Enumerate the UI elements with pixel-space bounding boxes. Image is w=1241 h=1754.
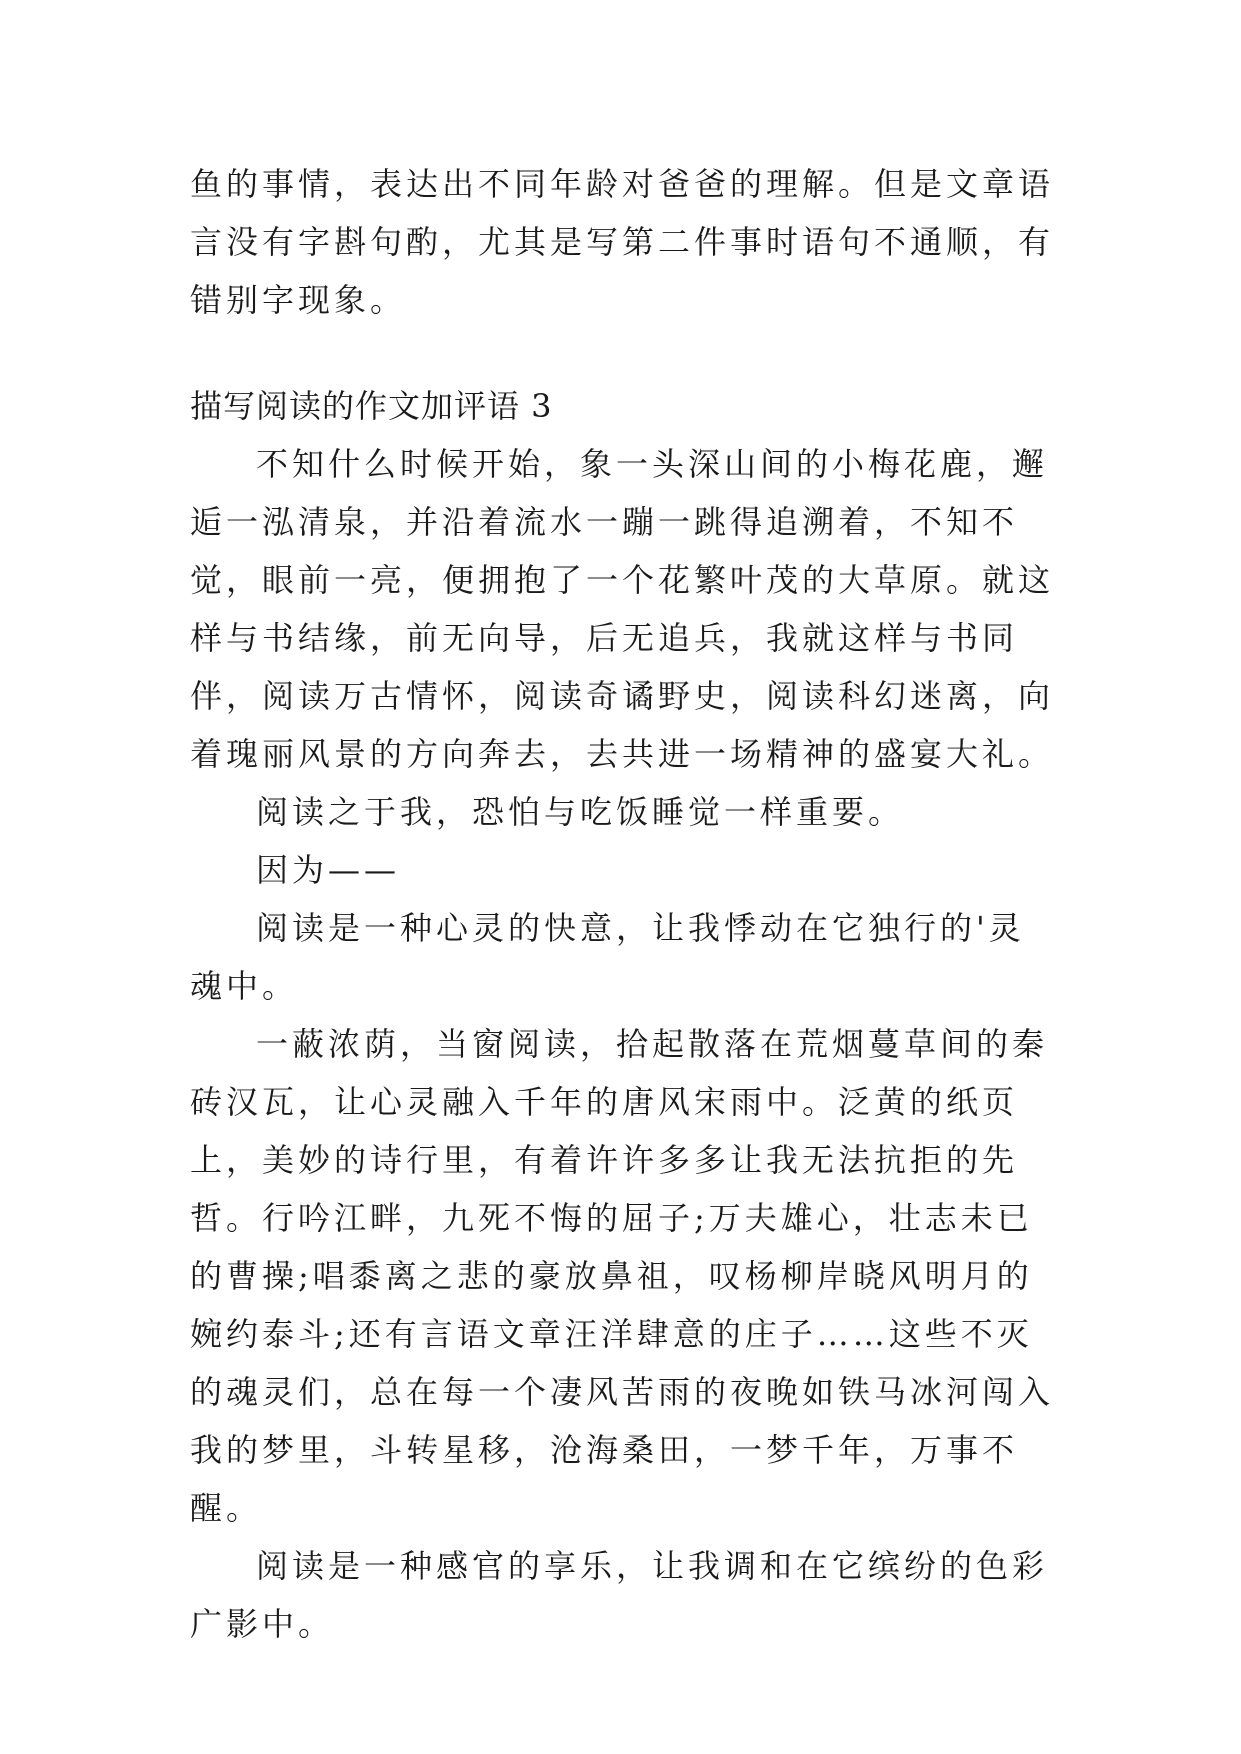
section-spacer	[190, 329, 1060, 377]
document-body	[190, 155, 1060, 1653]
paragraph-importance: 阅读之于我，恐怕与吃饭睡觉一样重要。	[256, 793, 905, 831]
intro-paragraph: 鱼的事情，表达出不同年龄对爸爸的理解。但是文章语言没有字斟句酌，尤其是写第二件事时语句不通顺，有错别字现象。	[190, 165, 1055, 319]
paragraph-because: 因为——	[256, 851, 401, 889]
paragraph-senses: 阅读是一种感官的享乐，让我调和在它缤纷的色彩广影中。	[190, 1547, 1049, 1643]
paragraph-opening: 不知什么时候开始，象一头深山间的小梅花鹿，邂逅一泓清泉，并沿着流水一蹦一跳得追溯着，不知不觉，眼前一亮，便拥抱了一个花繁叶茂的大草原。就这样与书结缘，前无向导，后无追兵，我就这样与书同伴，阅读万古情怀，阅读奇谲野史，阅读科幻迷离，向着瑰丽风景的方向奔去，去共进一场精神的盛宴大礼。	[190, 445, 1055, 773]
paragraph-history: 一蔽浓荫，当窗阅读，拾起散落在荒烟蔓草间的秦砖汉瓦，让心灵融入千年的唐风宋雨中。泛黄的纸页上，美妙的诗行里，有着许许多多让我无法抗拒的先哲。行吟江畔，九死不悔的屈子;万夫雄心，壮志未已的曹操;唱黍离之悲的豪放鼻祖，叹杨柳岸晓风明月的婉约泰斗;还有言语文章汪洋肆意的庄子……这些不灭的魂灵们，总在每一个凄风苦雨的夜晚如铁马冰河闯入我的梦里，斗转星移，沧海桑田，一梦千年，万事不醒。	[190, 1025, 1055, 1527]
section-title: 描写阅读的作文加评语 3	[190, 387, 553, 425]
paragraph-soul: 阅读是一种心灵的快意，让我悸动在它独行的'灵魂中。	[190, 909, 1025, 1005]
